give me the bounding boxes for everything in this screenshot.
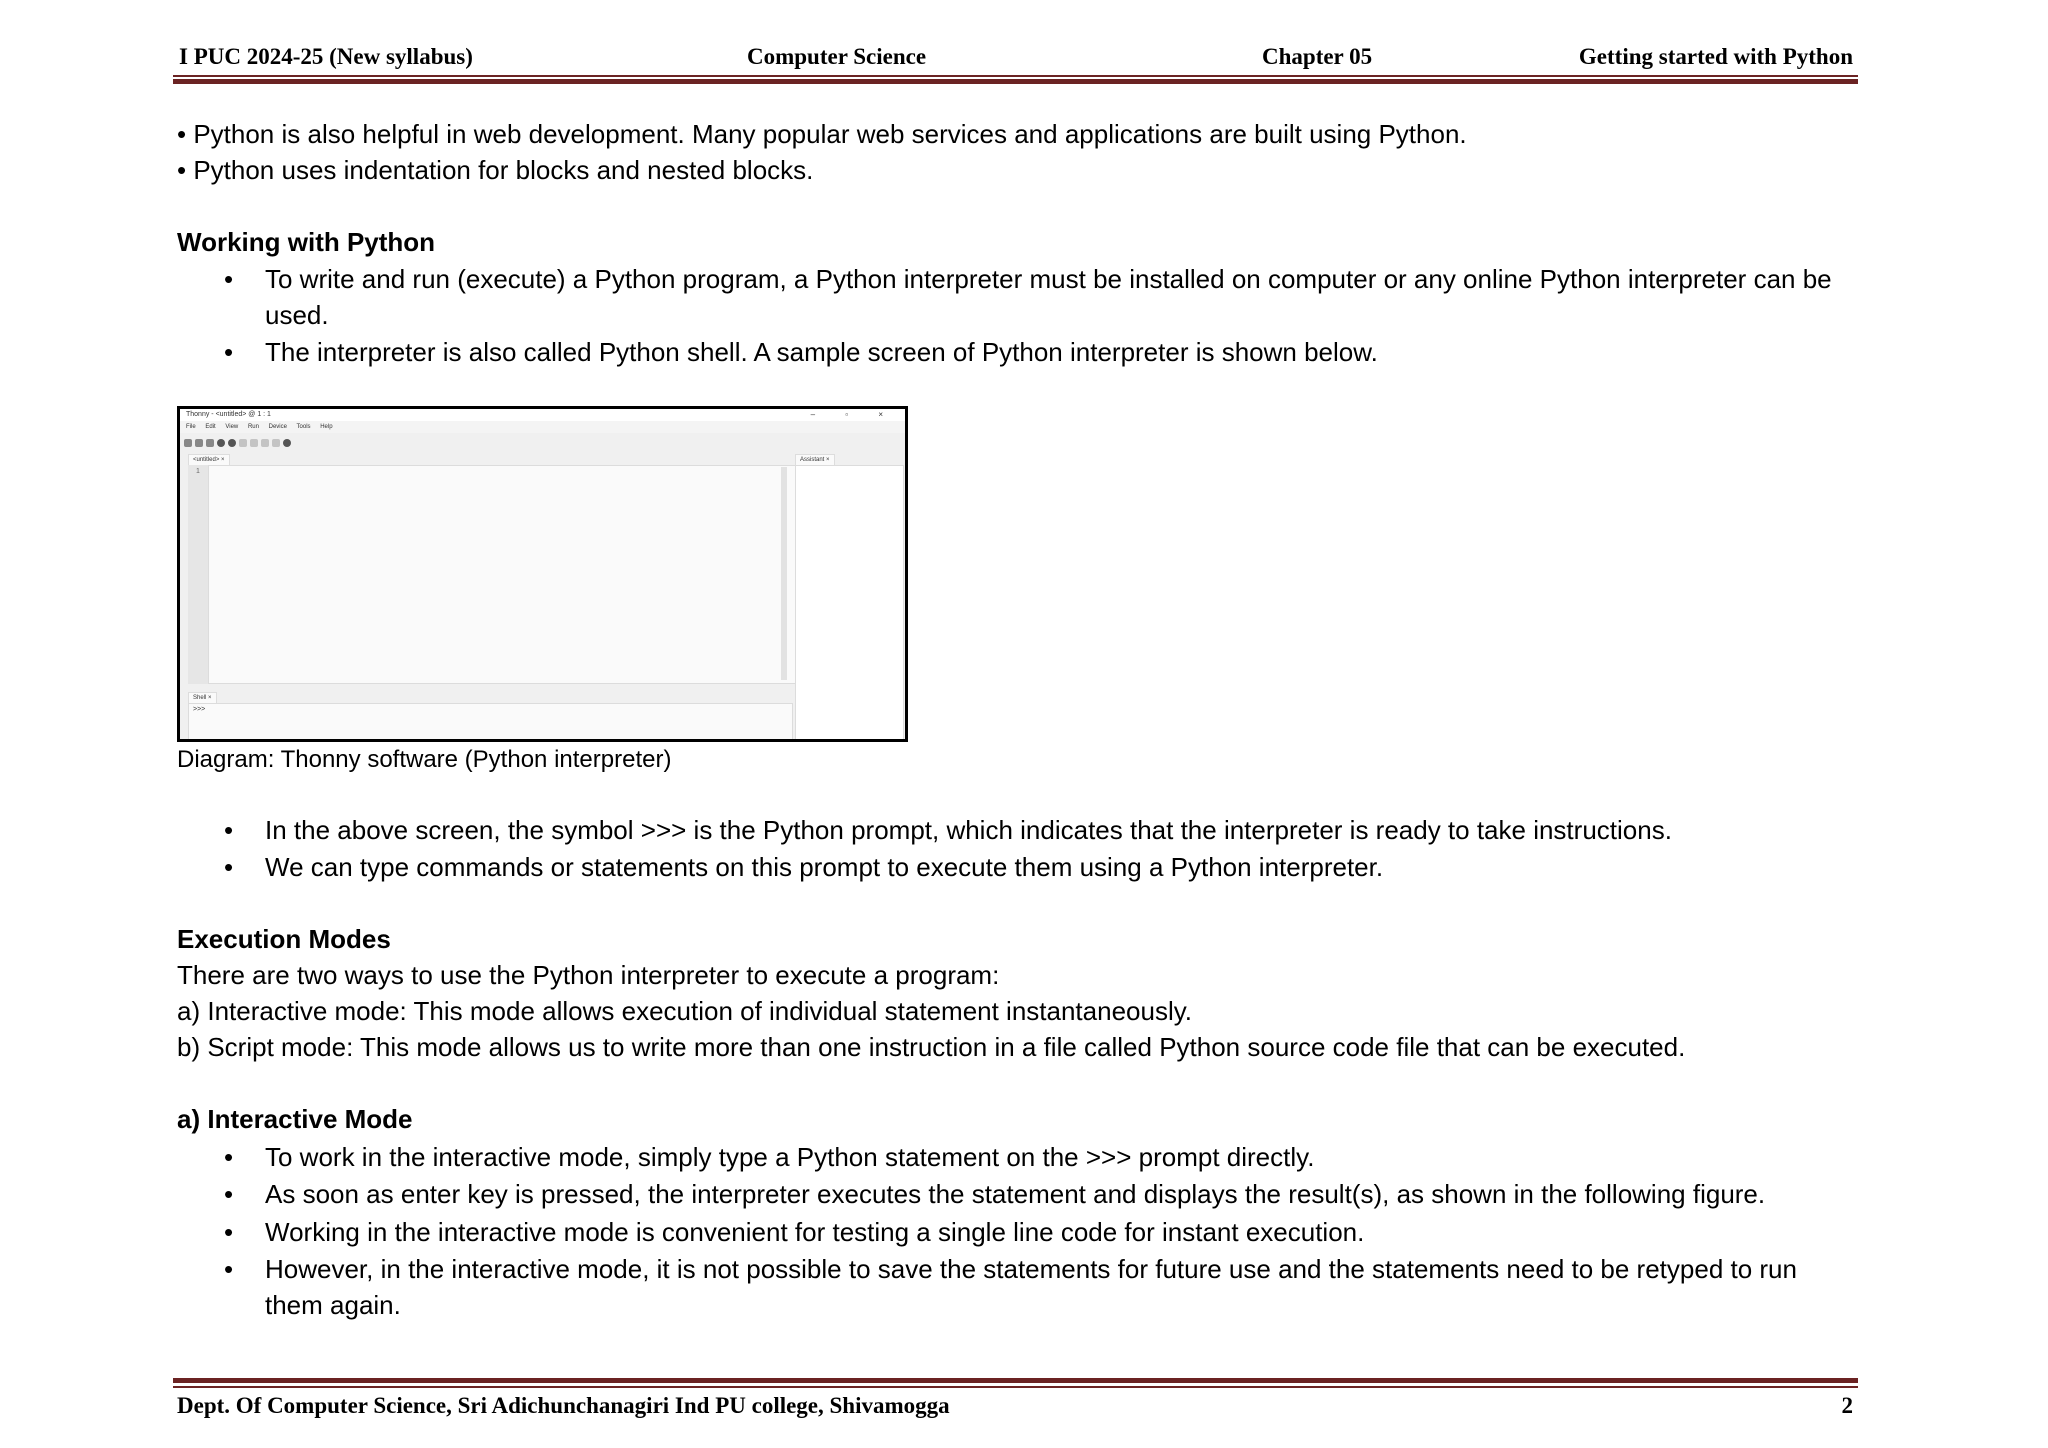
bullet-marker: • [224, 264, 234, 294]
shell-pane [188, 703, 793, 742]
bullet-marker: • [224, 1142, 234, 1172]
line-number-gutter [188, 465, 208, 684]
intro-point: • Python is also helpful in web development. Many popular web services and applications are built using Python. [177, 119, 1467, 149]
menu-item: Edit [205, 424, 216, 430]
execution-line: a) Interactive mode: This mode allows execution of individual statement instantaneously. [177, 996, 1193, 1026]
bullet-marker: • [224, 1254, 234, 1284]
bullet-marker: • [224, 337, 234, 367]
thonny-screenshot [177, 406, 908, 742]
figure-caption: Diagram: Thonny software (Python interpreter) [177, 746, 672, 773]
step-into-icon [250, 439, 258, 447]
working-bullet: The interpreter is also called Python shell. A sample screen of Python interpreter is shown below. [265, 337, 1378, 367]
editor-tab: <untitled> × [188, 454, 230, 465]
bullet-marker: • [224, 852, 234, 882]
footer-dept: Dept. Of Computer Science, Sri Adichunchanagiri Ind PU college, Shivamogga [177, 1393, 950, 1418]
header-subject: Computer Science [747, 44, 927, 69]
debug-icon [228, 439, 236, 447]
menu-item: Device [268, 424, 287, 430]
section-heading-interactive: a) Interactive Mode [177, 1104, 413, 1134]
bullet-marker: • [224, 815, 234, 845]
execution-line: b) Script mode: This mode allows us to write more than one instruction in a file called Python source code file that can be executed. [177, 1032, 1686, 1062]
execution-line: There are two ways to use the Python interpreter to execute a program: [177, 960, 1000, 990]
header-rule-thin [173, 75, 1858, 77]
intro-point: • Python uses indentation for blocks and nested blocks. [177, 155, 814, 185]
page-number: 2 [1841, 1393, 1853, 1418]
interactive-bullet: However, in the interactive mode, it is not possible to save the statements for future use and the statements need to be retyped to run them again. [265, 1254, 1797, 1320]
bullet-marker: • [224, 1217, 234, 1247]
step-over-icon [239, 439, 247, 447]
code-editor-area [208, 465, 813, 684]
menu-item: Run [247, 424, 259, 430]
menu-item: View [225, 424, 239, 430]
section-heading-working: Working with Python [177, 227, 436, 257]
thonny-window-buttons: – ▫ × [810, 410, 897, 419]
footer-rule-thin [173, 1386, 1858, 1388]
prompt-bullet: We can type commands or statements on this prompt to execute them using a Python interpreter. [265, 852, 1384, 882]
working-bullet: To write and run (execute) a Python program, a Python interpreter must be installed on computer or any online Python interpreter can be used. [265, 264, 1832, 330]
thonny-title: Thonny - <untitled> @ 1 : 1 [180, 409, 905, 421]
shell-tab: Shell × [188, 692, 217, 703]
header-chapter: Chapter 05 [1262, 44, 1373, 69]
new-file-icon [184, 439, 192, 447]
footer-rule-thick [173, 1378, 1858, 1383]
shell-prompt: >>> [193, 706, 206, 713]
save-icon [206, 439, 214, 447]
interactive-bullet: Working in the interactive mode is convenient for testing a single line code for instant execution. [265, 1217, 1365, 1247]
assistant-pane [795, 465, 904, 742]
line-number: 1 [196, 468, 200, 475]
interactive-bullet: To work in the interactive mode, simply type a Python statement on the >>> prompt directly. [265, 1142, 1315, 1172]
thonny-toolbar [184, 434, 294, 446]
interactive-bullet: As soon as enter key is pressed, the interpreter executes the statement and displays the result(s), as shown in the following figure. [265, 1179, 1766, 1209]
assistant-tab: Assistant × [795, 454, 835, 465]
run-icon [217, 439, 225, 447]
section-heading-execution: Execution Modes [177, 924, 391, 954]
bullet-marker: • [224, 1179, 234, 1209]
open-file-icon [195, 439, 203, 447]
thonny-menubar [180, 421, 905, 433]
header-rule-thick [173, 79, 1858, 84]
step-out-icon [261, 439, 269, 447]
resume-icon [272, 439, 280, 447]
header-topic: Getting started with Python [1578, 44, 1853, 69]
stop-icon [283, 439, 291, 447]
menu-item: Tools [296, 424, 311, 430]
menu-item: Help [320, 424, 333, 430]
menu-item: File [186, 424, 196, 430]
header-course: I PUC 2024-25 (New syllabus) [179, 44, 473, 69]
prompt-bullet: In the above screen, the symbol >>> is the Python prompt, which indicates that the interpreter is ready to take instructions. [265, 815, 1672, 845]
editor-scrollbar [781, 467, 787, 680]
